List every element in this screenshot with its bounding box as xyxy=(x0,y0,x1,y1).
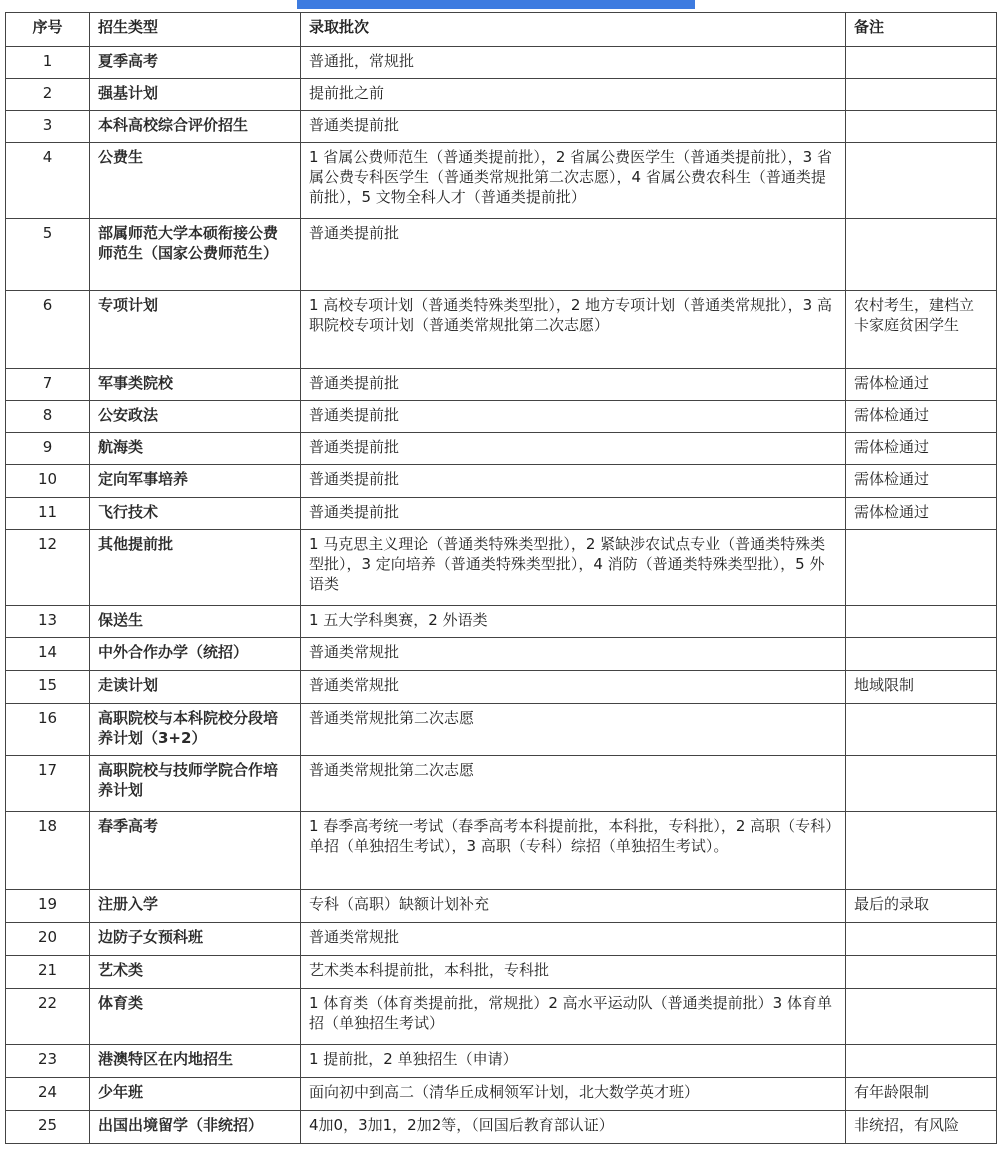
table-row xyxy=(6,923,997,956)
row-enrollment-type: 公费生 xyxy=(90,143,301,219)
row-enrollment-type: 春季高考 xyxy=(90,812,301,890)
table-row xyxy=(6,498,997,530)
row-serial: 25 xyxy=(6,1111,90,1144)
table-row xyxy=(6,143,997,219)
row-enrollment-type: 定向军事培养 xyxy=(90,465,301,498)
row-remark xyxy=(846,956,997,989)
table-header-row xyxy=(6,13,997,47)
row-remark xyxy=(846,219,997,291)
row-serial: 5 xyxy=(6,219,90,291)
row-enrollment-type: 其他提前批 xyxy=(90,530,301,606)
row-enrollment-type: 保送生 xyxy=(90,606,301,638)
table-row xyxy=(6,79,997,111)
row-enrollment-type: 公安政法 xyxy=(90,401,301,433)
row-serial: 7 xyxy=(6,369,90,401)
row-admission-batch: 普通批，常规批 xyxy=(301,47,846,79)
row-admission-batch: 普通类常规批第二次志愿 xyxy=(301,704,846,756)
row-enrollment-type: 艺术类 xyxy=(90,956,301,989)
row-admission-batch: 专科（高职）缺额计划补充 xyxy=(301,890,846,923)
row-remark xyxy=(846,111,997,143)
row-admission-batch: 1 体育类（体育类提前批，常规批）2 高水平运动队（普通类提前批）3 体育单招（单独招生考试） xyxy=(301,989,846,1045)
header-serial: 序号 xyxy=(6,13,90,47)
row-enrollment-type: 高职院校与本科院校分段培养计划（3+2） xyxy=(90,704,301,756)
table-row xyxy=(6,638,997,671)
row-enrollment-type: 出国出境留学（非统招） xyxy=(90,1111,301,1144)
row-remark xyxy=(846,530,997,606)
row-enrollment-type: 边防子女预科班 xyxy=(90,923,301,956)
row-admission-batch: 普通类常规批 xyxy=(301,638,846,671)
row-serial: 2 xyxy=(6,79,90,111)
row-admission-batch: 普通类提前批 xyxy=(301,433,846,465)
table-row xyxy=(6,465,997,498)
table-row xyxy=(6,1111,997,1144)
row-enrollment-type: 中外合作办学（统招） xyxy=(90,638,301,671)
table-row xyxy=(6,812,997,890)
row-remark: 需体检通过 xyxy=(846,498,997,530)
row-remark xyxy=(846,638,997,671)
row-enrollment-type: 注册入学 xyxy=(90,890,301,923)
row-enrollment-type: 体育类 xyxy=(90,989,301,1045)
table-row xyxy=(6,111,997,143)
table-row xyxy=(6,291,997,369)
table-row xyxy=(6,1078,997,1111)
row-remark xyxy=(846,1045,997,1078)
row-admission-batch: 普通类提前批 xyxy=(301,219,846,291)
table-row xyxy=(6,530,997,606)
table-row xyxy=(6,47,997,79)
row-serial: 6 xyxy=(6,291,90,369)
row-remark xyxy=(846,756,997,812)
table-row xyxy=(6,671,997,704)
row-admission-batch: 1 省属公费师范生（普通类提前批），2 省属公费医学生（普通类提前批），3 省属公费专科医学生（普通类常规批第二次志愿），4 省属公费农科生（普通类提前批），5 文物全科人才（普通类提前批） xyxy=(301,143,846,219)
row-admission-batch: 面向初中到高二（清华丘成桐领军计划，北大数学英才班） xyxy=(301,1078,846,1111)
table-row xyxy=(6,989,997,1045)
row-remark: 需体检通过 xyxy=(846,465,997,498)
row-enrollment-type: 专项计划 xyxy=(90,291,301,369)
row-serial: 22 xyxy=(6,989,90,1045)
row-remark: 需体检通过 xyxy=(846,401,997,433)
row-serial: 20 xyxy=(6,923,90,956)
row-serial: 19 xyxy=(6,890,90,923)
row-remark xyxy=(846,923,997,956)
table-row xyxy=(6,433,997,465)
table-row xyxy=(6,401,997,433)
row-enrollment-type: 强基计划 xyxy=(90,79,301,111)
row-admission-batch: 艺术类本科提前批，本科批，专科批 xyxy=(301,956,846,989)
row-enrollment-type: 航海类 xyxy=(90,433,301,465)
row-admission-batch: 普通类常规批第二次志愿 xyxy=(301,756,846,812)
row-admission-batch: 普通类提前批 xyxy=(301,465,846,498)
table-row xyxy=(6,369,997,401)
row-serial: 8 xyxy=(6,401,90,433)
row-enrollment-type: 高职院校与技师学院合作培养计划 xyxy=(90,756,301,812)
row-serial: 10 xyxy=(6,465,90,498)
row-enrollment-type: 少年班 xyxy=(90,1078,301,1111)
row-serial: 23 xyxy=(6,1045,90,1078)
table-row xyxy=(6,956,997,989)
row-admission-batch: 4加0，3加1，2加2等，（回国后教育部认证） xyxy=(301,1111,846,1144)
admissions-table xyxy=(5,12,997,1144)
row-enrollment-type: 本科高校综合评价招生 xyxy=(90,111,301,143)
row-serial: 15 xyxy=(6,671,90,704)
row-serial: 1 xyxy=(6,47,90,79)
row-remark: 最后的录取 xyxy=(846,890,997,923)
table-row xyxy=(6,219,997,291)
row-remark xyxy=(846,812,997,890)
row-enrollment-type: 飞行技术 xyxy=(90,498,301,530)
table-row xyxy=(6,606,997,638)
row-admission-batch: 普通类提前批 xyxy=(301,498,846,530)
row-admission-batch: 普通类提前批 xyxy=(301,401,846,433)
row-enrollment-type: 走读计划 xyxy=(90,671,301,704)
row-serial: 4 xyxy=(6,143,90,219)
row-remark: 有年龄限制 xyxy=(846,1078,997,1111)
row-admission-batch: 1 马克思主义理论（普通类特殊类型批），2 紧缺涉农试点专业（普通类特殊类型批），3 定向培养（普通类特殊类型批），4 消防（普通类特殊类型批），5 外语类 xyxy=(301,530,846,606)
row-admission-batch: 普通类提前批 xyxy=(301,111,846,143)
row-enrollment-type: 港澳特区在内地招生 xyxy=(90,1045,301,1078)
header-remark: 备注 xyxy=(846,13,997,47)
row-serial: 16 xyxy=(6,704,90,756)
row-remark: 地域限制 xyxy=(846,671,997,704)
row-admission-batch: 普通类提前批 xyxy=(301,369,846,401)
row-remark: 农村考生，建档立卡家庭贫困学生 xyxy=(846,291,997,369)
row-remark xyxy=(846,606,997,638)
row-serial: 13 xyxy=(6,606,90,638)
row-remark xyxy=(846,704,997,756)
row-serial: 17 xyxy=(6,756,90,812)
row-admission-batch: 1 提前批，2 单独招生（申请） xyxy=(301,1045,846,1078)
row-remark: 需体检通过 xyxy=(846,369,997,401)
row-remark: 非统招，有风险 xyxy=(846,1111,997,1144)
table-row xyxy=(6,704,997,756)
row-admission-batch: 普通类常规批 xyxy=(301,923,846,956)
row-remark xyxy=(846,47,997,79)
row-admission-batch: 1 高校专项计划（普通类特殊类型批），2 地方专项计划（普通类常规批），3 高职院校专项计划（普通类常规批第二次志愿） xyxy=(301,291,846,369)
row-enrollment-type: 军事类院校 xyxy=(90,369,301,401)
row-serial: 11 xyxy=(6,498,90,530)
row-serial: 9 xyxy=(6,433,90,465)
row-serial: 18 xyxy=(6,812,90,890)
row-admission-batch: 1 五大学科奥赛，2 外语类 xyxy=(301,606,846,638)
row-remark: 需体检通过 xyxy=(846,433,997,465)
row-enrollment-type: 夏季高考 xyxy=(90,47,301,79)
row-remark xyxy=(846,989,997,1045)
row-serial: 12 xyxy=(6,530,90,606)
table-row xyxy=(6,890,997,923)
row-admission-batch: 普通类常规批 xyxy=(301,671,846,704)
row-remark xyxy=(846,143,997,219)
row-serial: 24 xyxy=(6,1078,90,1111)
row-admission-batch: 提前批之前 xyxy=(301,79,846,111)
table-row xyxy=(6,756,997,812)
row-serial: 14 xyxy=(6,638,90,671)
top-accent-bar xyxy=(297,0,695,9)
row-serial: 21 xyxy=(6,956,90,989)
header-batch: 录取批次 xyxy=(301,13,846,47)
row-remark xyxy=(846,79,997,111)
table-row xyxy=(6,1045,997,1078)
row-enrollment-type: 部属师范大学本硕衔接公费师范生（国家公费师范生） xyxy=(90,219,301,291)
row-serial: 3 xyxy=(6,111,90,143)
header-type: 招生类型 xyxy=(90,13,301,47)
row-admission-batch: 1 春季高考统一考试（春季高考本科提前批，本科批，专科批），2 高职（专科）单招（单独招生考试），3 高职（专科）综招（单独招生考试）。 xyxy=(301,812,846,890)
